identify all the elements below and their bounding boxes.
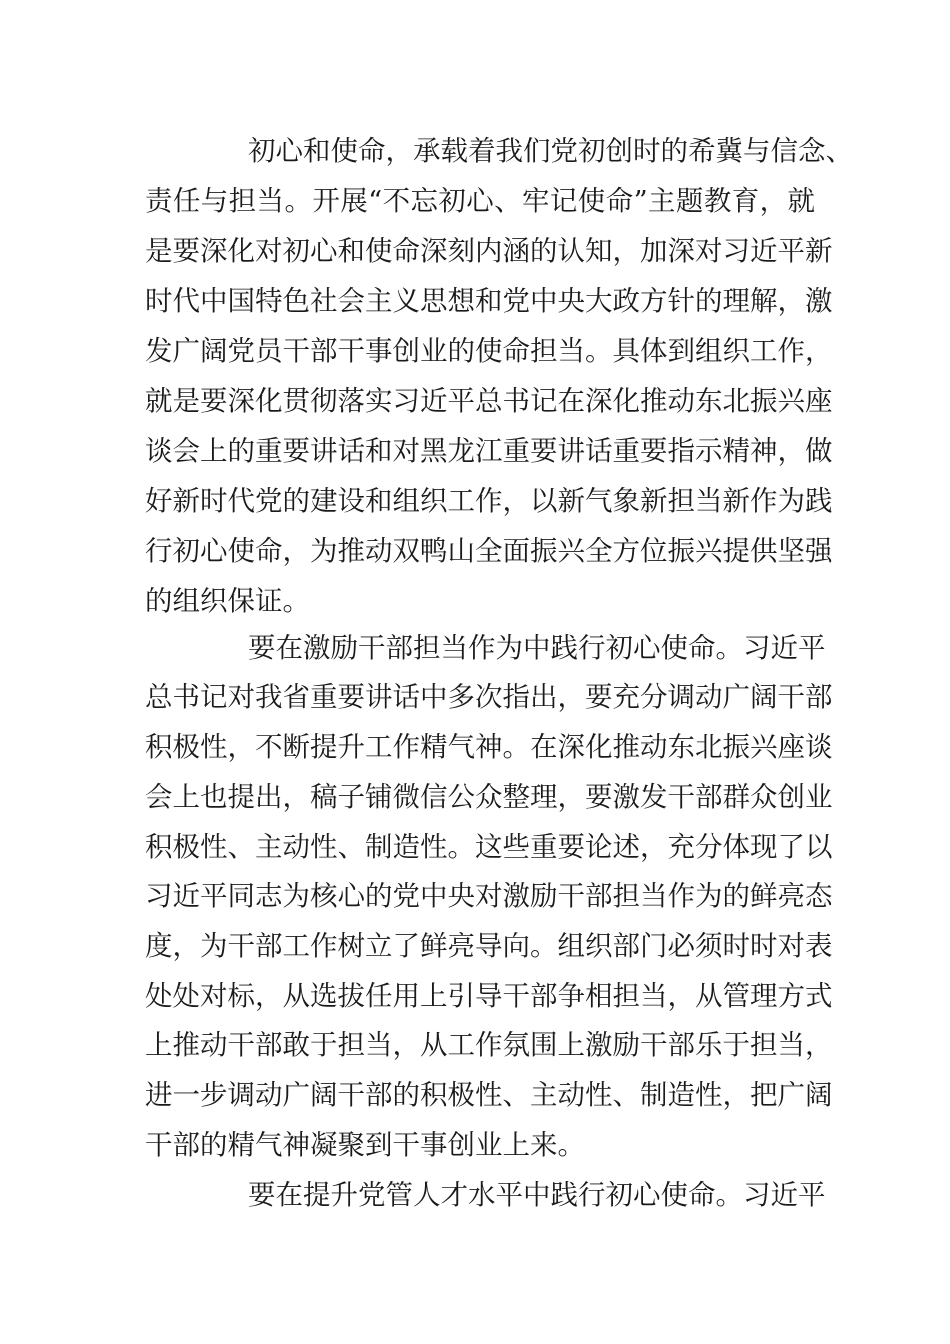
text-line: 发广阔党员干部干事创业的使命担当。具体到组织工作， xyxy=(145,335,833,367)
text-line: 行初心使命，为推动双鸭山全面振兴全方位振兴提供坚强 xyxy=(145,535,833,567)
text-line: 要在提升党管人才水平中践行初心使命。习近平 xyxy=(248,1179,826,1211)
text-line: 责任与担当。开展“不忘初心、牢记使命”主题教育，就 xyxy=(145,185,815,217)
text-line: 积极性、主动性、制造性。这些重要论述，充分体现了以 xyxy=(145,831,833,863)
text-line: 时代中国特色社会主义思想和党中央大政方针的理解，激 xyxy=(145,285,833,317)
text-line: 的组织保证。 xyxy=(145,585,310,617)
text-line: 干部的精气神凝聚到干事创业上来。 xyxy=(145,1129,585,1161)
text-line: 谈会上的重要讲话和对黑龙江重要讲话重要指示精神，做 xyxy=(145,435,833,467)
text-line: 会上也提出，稿子铺微信公众整理，要激发干部群众创业 xyxy=(145,781,833,813)
text-line: 积极性，不断提升工作精气神。在深化推动东北振兴座谈 xyxy=(145,731,833,763)
text-line: 初心和使命，承载着我们党初创时的希冀与信念、 xyxy=(248,135,853,167)
text-line: 处处对标，从选拔任用上引导干部争相担当，从管理方式 xyxy=(145,980,833,1012)
text-line: 要在激励干部担当作为中践行初心使命。习近平 xyxy=(248,632,826,664)
text-line: 是要深化对初心和使命深刻内涵的认知，加深对习近平新 xyxy=(145,235,833,267)
text-line: 上推动干部敢于担当，从工作氛围上激励干部乐于担当， xyxy=(145,1029,833,1061)
text-line: 就是要深化贯彻落实习近平总书记在深化推动东北振兴座 xyxy=(145,385,833,417)
text-line: 总书记对我省重要讲话中多次指出，要充分调动广阔干部 xyxy=(145,681,833,713)
text-line: 进一步调动广阔干部的积极性、主动性、制造性，把广阔 xyxy=(145,1079,833,1111)
text-line: 好新时代党的建设和组织工作，以新气象新担当新作为践 xyxy=(145,485,833,517)
text-line: 度，为干部工作树立了鲜亮导向。组织部门必须时时对表 xyxy=(145,930,833,962)
text-line: 习近平同志为核心的党中央对激励干部担当作为的鲜亮态 xyxy=(145,880,833,912)
